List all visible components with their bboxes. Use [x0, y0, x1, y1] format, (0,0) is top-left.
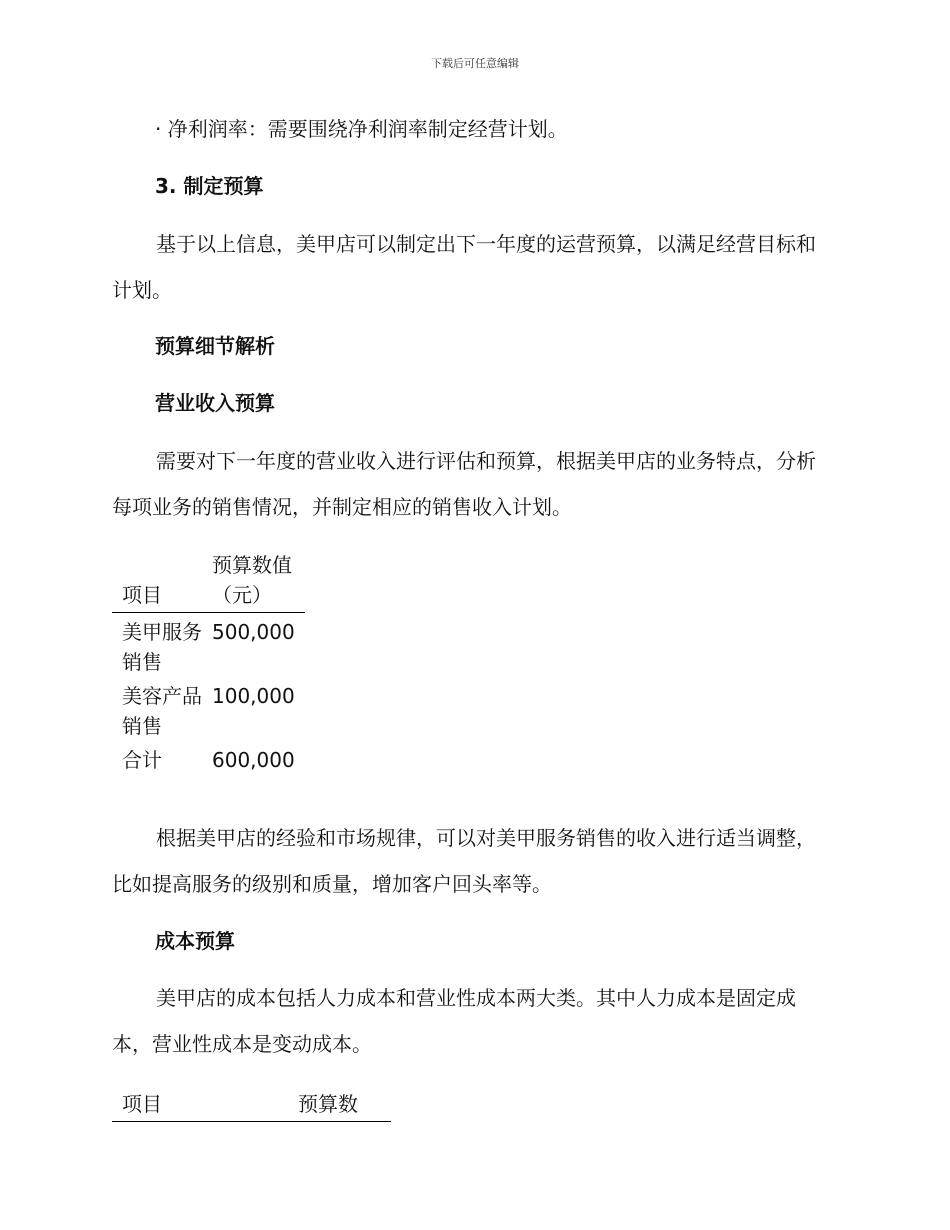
table-cell-item: 美容产品销售: [122, 684, 202, 738]
table-cell-value: 100,000: [212, 684, 295, 708]
table-cell-item: 合计: [122, 748, 162, 772]
cost-budget-table: [112, 1089, 391, 1122]
page-header: 下载后可任意编辑: [431, 57, 519, 70]
heading-revenue-budget: 营业收入预算: [155, 391, 275, 415]
table-header-item: 项目: [112, 1089, 288, 1122]
table-cell-value: 500,000: [212, 620, 295, 644]
table-row: [112, 741, 305, 775]
paragraph-cost-intro: 美甲店的成本包括人力成本和营业性成本两大类。其中人力成本是固定成本，营业性成本是变动成本。: [112, 986, 796, 1056]
section-heading-budget: 3. 制定预算: [155, 174, 264, 198]
table-header-budget-value: 预算数值（元）: [202, 550, 305, 613]
table-header-row: [112, 1089, 391, 1122]
table-cell-value: 600,000: [212, 748, 295, 772]
paragraph-revenue-intro: 需要对下一年度的营业收入进行评估和预算，根据美甲店的业务特点，分析每项业务的销售情况，并制定相应的销售收入计划。: [112, 449, 816, 519]
table-header-item: 项目: [112, 550, 202, 613]
table-header-budget-value: 预算数: [288, 1089, 391, 1122]
heading-cost-budget: 成本预算: [155, 929, 235, 953]
paragraph-revenue-adjustment: 根据美甲店的经验和市场规律，可以对美甲服务销售的收入进行适当调整，比如提高服务的级别和质量，增加客户回头率等。: [112, 826, 816, 896]
table-row: [112, 613, 305, 678]
paragraph-budget-intro: 基于以上信息，美甲店可以制定出下一年度的运营预算，以满足经营目标和计划。: [112, 232, 816, 302]
table-cell-item: 美甲服务销售: [122, 620, 202, 674]
bullet-net-profit: · 净利润率：需要围绕净利润率制定经营计划。: [155, 117, 568, 141]
table-row: [112, 677, 305, 741]
table-header-row: [112, 550, 305, 613]
heading-budget-detail: 预算细节解析: [155, 334, 275, 358]
revenue-budget-table: [112, 550, 305, 775]
